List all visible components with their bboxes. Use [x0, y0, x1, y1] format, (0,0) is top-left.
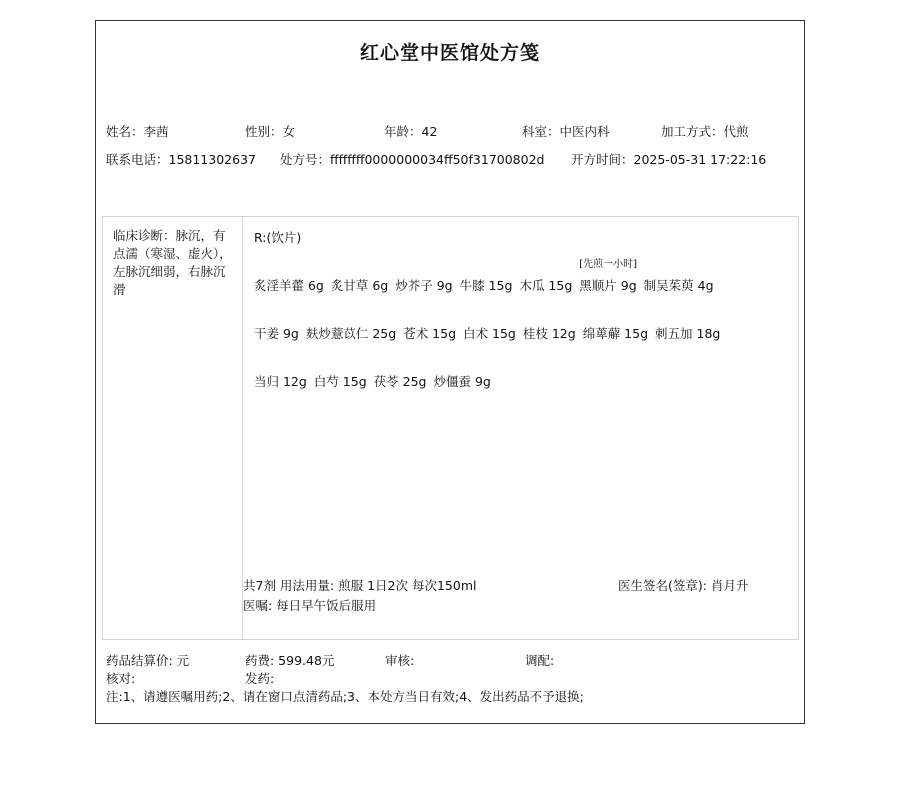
prescribe-time: 开方时间：2025-05-31 17:22:16	[571, 152, 767, 167]
herb-item-with-note	[579, 259, 638, 294]
drug-fee: 药费: 599.48元	[245, 653, 335, 668]
prescription-sheet	[95, 20, 805, 724]
process-method: 加工方式：代煎	[661, 124, 749, 139]
footer-note: 注:1、请遵医嘱用药;2、请在窗口点清药品;3、本处方当日有效;4、发出药品不予退换;	[106, 689, 584, 704]
dispense-field: 调配:	[525, 653, 555, 668]
herb-line-2	[254, 324, 727, 342]
doctor-signature: 医生签名(签章): 肖月升	[618, 578, 749, 593]
herb-item: 麸炒薏苡仁 25g	[305, 326, 397, 341]
patient-name: 姓名：李茜	[106, 124, 169, 139]
herb-item: 木瓜 15g	[519, 278, 573, 293]
clinical-diagnosis: 临床诊断：脉沉，有点濡（寒湿、虚火），左脉沉细弱，右脉沉滑	[103, 217, 243, 639]
patient-gender: 性别：女	[245, 124, 296, 139]
phone: 联系电话：15811302637	[106, 152, 256, 167]
herb-item: 炒僵蚕 9g	[433, 374, 491, 389]
issue-field: 发药:	[245, 671, 275, 686]
herb-item: 茯苓 25g	[373, 374, 427, 389]
herb-item: 绵萆薢 15g	[582, 326, 649, 341]
prescription-number: 处方号：ffffffff0000000034ff50f31700802d	[280, 152, 545, 167]
review-field: 审核:	[385, 653, 415, 668]
check-field: 核对:	[106, 671, 136, 686]
rx-label: R:(饮片)	[254, 230, 302, 245]
herb-item: 苍术 15g	[403, 326, 457, 341]
herb-item: 当归 12g	[254, 374, 307, 389]
herb-line-3	[254, 372, 498, 390]
herb-item: 干姜 9g	[254, 326, 299, 341]
herb-item: 刺五加 18g	[655, 326, 721, 341]
herb-item: 炙甘草 6g	[330, 278, 389, 293]
drug-settlement-price: 药品结算价: 元	[106, 653, 190, 668]
prescription-body	[102, 216, 799, 640]
herb-item: 炙淫羊藿 6g	[254, 278, 324, 293]
herb-item-label: 黑顺片 9g	[579, 278, 637, 293]
herb-item: 制吴茱萸 4g	[643, 278, 714, 293]
patient-age: 年龄：42	[384, 124, 438, 139]
herb-line-1	[254, 259, 721, 294]
herb-item: 桂枝 12g	[522, 326, 576, 341]
herb-item: 牛膝 15g	[459, 278, 513, 293]
herb-note: [先煎一小时]	[579, 259, 638, 270]
medical-advice: 医嘱: 每日早午饭后服用	[243, 598, 377, 613]
herb-item: 白术 15g	[463, 326, 516, 341]
dosage-usage: 共7剂 用法用量: 煎服 1日2次 每次150ml	[243, 578, 477, 593]
department: 科室：中医内科	[522, 124, 610, 139]
herb-item: 白芍 15g	[313, 374, 367, 389]
herb-item: 炒芥子 9g	[395, 278, 453, 293]
page-title: 红心堂中医馆处方笺	[359, 42, 540, 64]
